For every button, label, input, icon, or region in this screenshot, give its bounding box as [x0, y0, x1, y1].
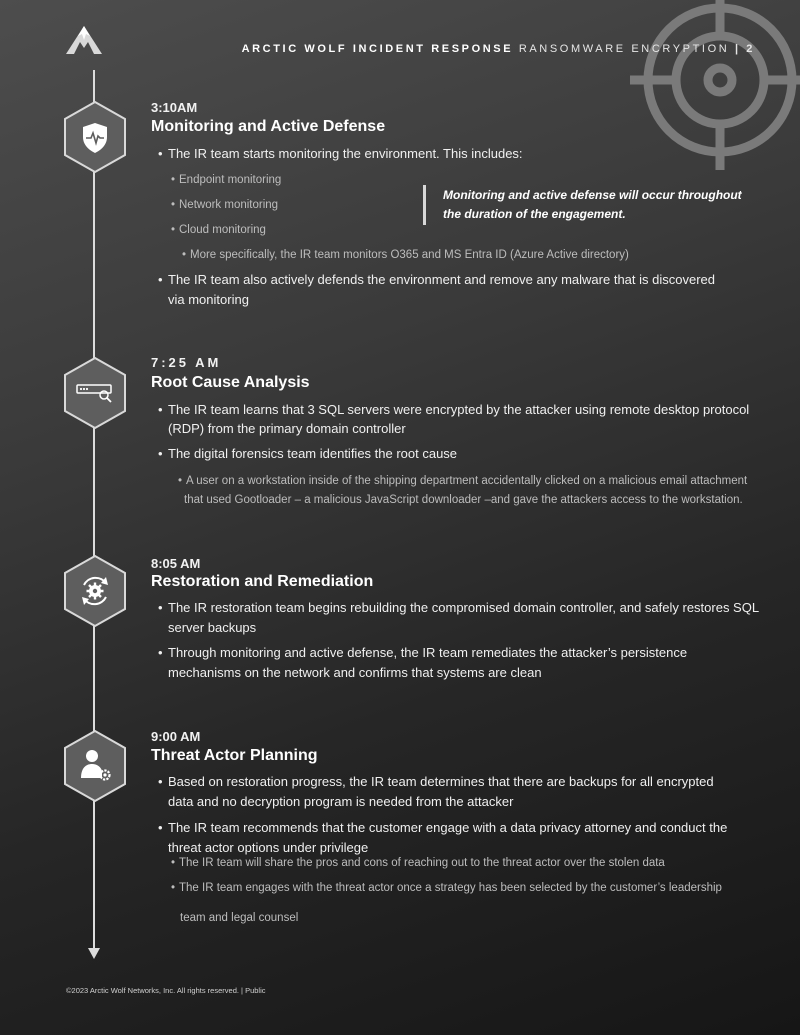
step-4-bullet-1: • Based on restoration progress, the IR team determines that there are backups for all encrypted — [168, 772, 714, 792]
callout-line-2: the duration of the engagement. — [443, 207, 626, 221]
step-2-bullet-1: • The IR team learns that 3 SQL servers were encrypted by the attacker using remote desktop protocol — [168, 400, 749, 420]
step-3-bullet-2-cont: mechanisms on the network and confirms that systems are clean — [168, 665, 542, 680]
hexagon-step-4 — [64, 730, 126, 802]
page-header — [0, 43, 755, 55]
hexagon-step-3 — [64, 555, 126, 627]
step-4-bullet-2: • The IR team recommends that the customer engage with a data privacy attorney and conduct the — [168, 818, 727, 838]
user-gear-icon — [64, 730, 126, 802]
step-3-bullet-2: • Through monitoring and active defense, the IR team remediates the attacker’s persistence — [168, 643, 687, 663]
shield-heartbeat-icon — [64, 101, 126, 173]
step-1-sub-bullet-1: • Endpoint monitoring — [179, 171, 281, 189]
crosshair-icon — [630, 0, 800, 170]
step-1-title: Monitoring and Active Defense — [151, 118, 386, 135]
step-4-sub-bullet-2: • The IR team engages with the threat actor once a strategy has been selected by the customer’s leadership — [179, 879, 722, 897]
page-number: 2 — [746, 43, 755, 55]
header-subtitle: RANSOMWARE ENCRYPTION — [518, 43, 730, 55]
step-2-sub-bullet-1-cont: that used Gootloader – a malicious JavaScript downloader –and gave the attackers access to the workstation. — [184, 494, 743, 506]
timeline-arrow-icon — [88, 948, 100, 959]
step-2-sub-bullet-1: • A user on a workstation inside of the shipping department accidentally clicked on a malicious email attachment — [186, 472, 747, 490]
step-4-bullet-1-cont: data and no decryption program is needed from the attacker — [168, 794, 514, 809]
callout-line-1: Monitoring and active defense will occur throughout — [443, 188, 742, 202]
step-4-bullet-2-cont: threat actor options under privilege — [168, 840, 369, 855]
hexagon-step-1 — [64, 101, 126, 173]
step-4-sub-bullet-2-cont: team and legal counsel — [180, 912, 299, 924]
step-3-bullet-1: • The IR restoration team begins rebuilding the compromised domain controller, and safely restores SQL — [168, 598, 759, 618]
header-separator: | — [734, 43, 741, 55]
step-1-bullet-2: • The IR team also actively defends the environment and remove any malware that is discovered — [168, 270, 715, 290]
step-3-time: 8:05 AM — [151, 556, 201, 571]
step-4-sub-bullet-1: • The IR team will share the pros and cons of reaching out to the threat actor over the stolen data — [179, 854, 665, 872]
gear-cycle-icon — [64, 555, 126, 627]
timeline-line — [93, 70, 95, 950]
step-1-bullet-1: • The IR team starts monitoring the environment. This includes: — [168, 144, 523, 164]
step-1-sub-bullet-2: • Network monitoring — [179, 196, 278, 214]
step-2-bullet-1-cont: (RDP) from the primary domain controller — [168, 421, 406, 436]
header-brand: ARCTIC WOLF INCIDENT RESPONSE — [241, 43, 514, 55]
step-3-bullet-1-cont: server backups — [168, 620, 257, 635]
hexagon-step-2 — [64, 357, 126, 429]
step-1-sub-bullet-4: • More specifically, the IR team monitors O365 and MS Entra ID (Azure Active directory) — [190, 246, 629, 264]
step-4-time: 9:00 AM — [151, 729, 201, 744]
step-4-title: Threat Actor Planning — [151, 747, 318, 764]
step-1-bullet-2-cont: via monitoring — [168, 292, 249, 307]
step-3-title: Restoration and Remediation — [151, 573, 374, 590]
step-1-time: 3:10AM — [151, 100, 198, 115]
server-magnifier-icon — [64, 357, 126, 429]
callout-divider — [423, 185, 426, 225]
page-footer: ©2023 Arctic Wolf Networks, Inc. All rights reserved. | Public — [66, 986, 266, 995]
step-1-callout — [443, 186, 773, 224]
step-2-title: Root Cause Analysis — [151, 374, 310, 391]
step-2-time: 7:25 AM — [151, 355, 222, 370]
step-1-sub-bullet-3: • Cloud monitoring — [179, 221, 266, 239]
step-2-bullet-2: • The digital forensics team identifies the root cause — [168, 444, 457, 464]
